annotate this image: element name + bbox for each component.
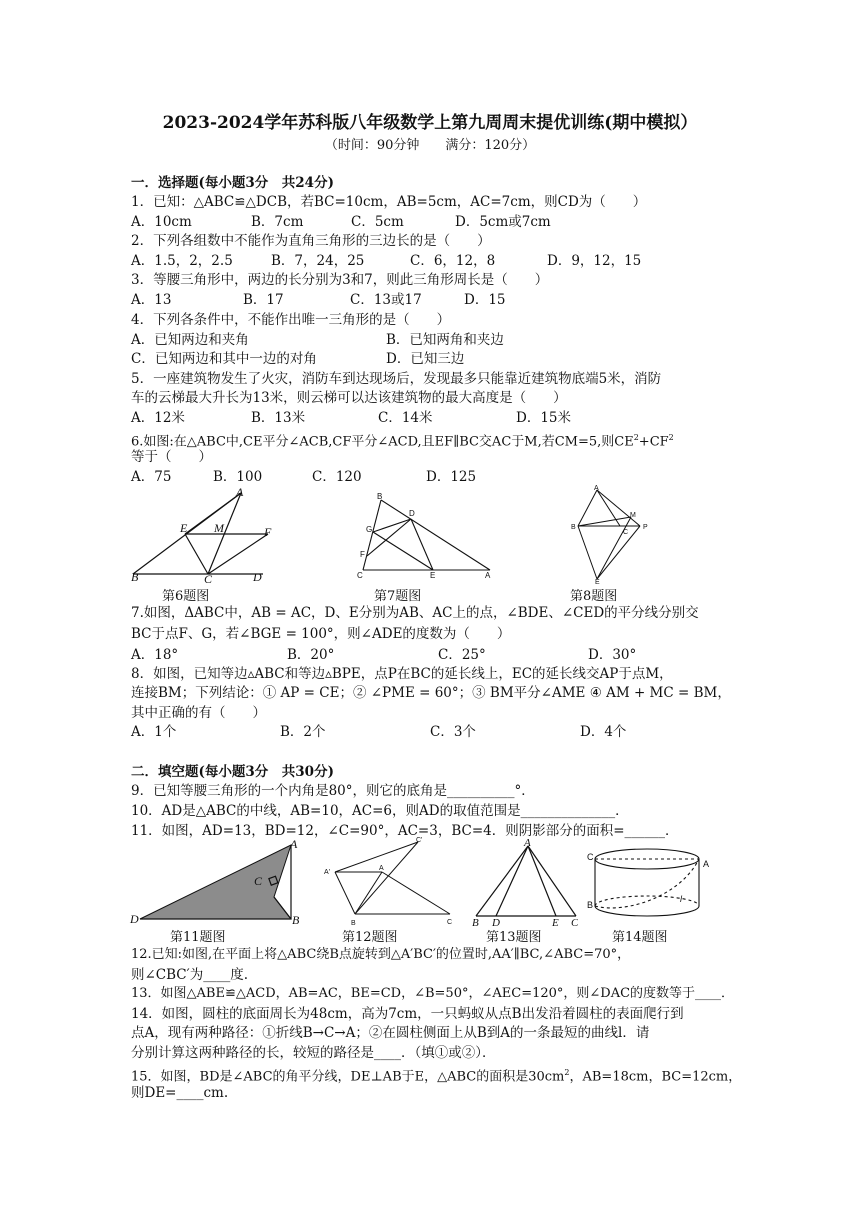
fig12-label-b: B <box>351 920 356 927</box>
fig8-label-c: C <box>623 529 629 536</box>
fig8-label-m: M <box>630 512 636 519</box>
q6-option-a: A．75 <box>131 469 172 485</box>
q4-option-a: A．已知两边和夹角 <box>131 332 249 348</box>
q1-option-d: D．5cm或7cm <box>455 214 551 230</box>
fig12-label-a-prime: A' <box>324 869 331 876</box>
fig7-label-f: F <box>360 550 365 559</box>
fig6-label-c: C <box>204 572 213 584</box>
fig6-label-m: M <box>214 521 224 535</box>
figure-12-diagram <box>320 834 460 929</box>
q5-option-c: C．14米 <box>378 410 433 426</box>
q2-option-d: D．9，12，15 <box>547 253 642 269</box>
fig6-label-f: F <box>264 525 272 539</box>
q14-line1: 14．如图，圆柱的底面周长为48cm，高为7cm，一只蚂蚁从点B出发沿着圆柱的表面爬行到 <box>131 1006 684 1022</box>
q3-option-a: A．13 <box>131 292 172 308</box>
fig13-label-e: E <box>552 917 559 928</box>
fig14-label-a: A <box>703 859 710 869</box>
fig14-label-b: B <box>587 900 594 910</box>
fig7-label-g: G <box>366 525 373 534</box>
q11-text: 11．如图，AD=13，BD=12，∠C=90°，AC=3，BC=4．则阴影部分的面积=______． <box>131 823 679 839</box>
q8-option-c: C．3个 <box>430 724 476 740</box>
q4-option-c: C．已知两边和其中一边的对角 <box>131 351 317 367</box>
fig7-label-c: C <box>357 571 363 580</box>
fig12-label-c-prime: C' <box>416 837 423 844</box>
q15-superscript: 2 <box>564 1068 570 1077</box>
q1-stem: 1．已知：△ABC≌△DCB，若BC=10cm，AB=5cm，AC=7cm，则CD为（ ） <box>131 194 647 210</box>
q4-option-b: B．已知两角和夹边 <box>386 332 504 348</box>
q15-line1 <box>131 1064 741 1086</box>
fig7-label-e: E <box>430 571 436 580</box>
q7-option-d: D．30° <box>588 647 637 663</box>
q15-line1-tail: ，AB=18cm，BC=12cm， <box>569 1069 742 1085</box>
q15-line2: 则DE=____cm. <box>131 1085 229 1101</box>
fig7-label-b: B <box>377 492 383 501</box>
q3-option-c: C．13或17 <box>350 292 422 308</box>
q14-line2: 点A，现有两种路径：①折线B→C→A；②在圆柱侧面上从B到A的一条最短的曲线l．请 <box>131 1025 650 1041</box>
q5-stem-line1: 5．一座建筑物发生了火灾，消防车到达现场后，发现最多只能靠近建筑物底端5米，消防 <box>131 371 662 387</box>
q2-option-a: A．1.5，2，2.5 <box>131 253 233 269</box>
fig8-label-p: P <box>643 524 648 531</box>
figure-14-diagram <box>585 842 715 930</box>
fig6-label-b: B <box>131 570 139 584</box>
fig14-label-c: C <box>587 852 594 862</box>
q12-line1: 12.已知:如图,在平面上将△ABC绕B点旋转到△A′BC′的位置时,AA′∥BC,∠ABC=70°， <box>131 947 631 962</box>
figure-8-diagram <box>565 484 660 584</box>
q1-option-c: C．5cm <box>351 214 404 230</box>
q12-line2: 则∠CBC′为____度. <box>131 967 248 983</box>
q8-stem-line3: 其中正确的有（ ） <box>131 705 266 721</box>
fig13-label-b: B <box>472 917 479 928</box>
fig8-label-b: B <box>571 524 576 531</box>
fig11-label-c: C <box>254 874 263 888</box>
fig11-label-b: B <box>292 913 300 927</box>
q6-option-c: C．120 <box>312 469 362 485</box>
q6-stem-text: 6.如图:在△ABC中,CE平分∠ACB,CF平分∠ACD,且EF∥BC交AC于M,若CM=5,则CE <box>131 434 634 450</box>
fig13-label-c: C <box>571 917 578 928</box>
fig6-label-d: D <box>253 570 262 584</box>
q7-option-a: A．18° <box>131 647 179 663</box>
q2-option-c: C．6，12，8 <box>410 253 496 269</box>
q5-option-d: D．15米 <box>516 410 572 426</box>
q2-stem: 2．下列各组数中不能作为直角三角形的三边长的是（ ） <box>131 233 491 249</box>
figure-11-diagram <box>128 838 300 928</box>
fig11-label-d: D <box>130 912 139 926</box>
figure-13-diagram <box>466 836 578 928</box>
figure-13-caption: 第13题图 <box>486 930 542 945</box>
q8-stem-line2: 连接BM；下列结论：① AP = CE；② ∠PME = 60°；③ BM平分∠AME ④ AM + MC = BM， <box>131 685 731 701</box>
q7-option-b: B．20° <box>287 647 335 663</box>
fig14-label-l: l <box>680 894 682 904</box>
section-heading-fill: 二．填空题(每小题3分 共30分) <box>131 764 334 780</box>
figure-14-caption: 第14题图 <box>612 930 668 945</box>
fig11-label-a: A <box>290 838 298 851</box>
q1-option-a: A．10cm <box>131 214 192 230</box>
q3-option-d: D．15 <box>464 292 506 308</box>
figure-6-diagram <box>128 486 278 584</box>
section-heading-choice: 一．选择题(每小题3分 共24分) <box>131 175 334 191</box>
figure-7-diagram <box>355 490 500 580</box>
page-subtitle: （时间：90分钟 满分：120分） <box>324 138 536 153</box>
figure-12-caption: 第12题图 <box>342 930 398 945</box>
q3-option-b: B．17 <box>243 292 284 308</box>
q7-stem-line2: BC于点F、G，若∠BGE = 100°，则∠ADE的度数为（ ） <box>131 626 511 642</box>
q3-stem: 3．等腰三角形中，两边的长分别为3和7，则此三角形周长是（ ） <box>131 272 549 288</box>
q5-option-a: A．12米 <box>131 410 185 426</box>
q13-text: 13．如图△ABE≌△ACD，AB=AC，BE=CD，∠B=50°，∠AEC=120°，则∠DAC的度数等于____． <box>131 986 735 1001</box>
fig12-label-c: C <box>447 919 453 926</box>
fig6-label-a: A <box>236 486 244 499</box>
q8-stem-line1: 8．如图，已知等边▵ABC和等边▵BPE，点P在BC的延长线上，EC的延长线交AP于点M， <box>131 666 673 682</box>
page-title: 2023-2024学年苏科版八年级数学上第九周周末提优训练(期中模拟） <box>162 113 698 133</box>
fig7-label-a: A <box>485 571 491 580</box>
fig8-label-a: A <box>594 485 599 492</box>
fig12-label-a: A <box>379 865 384 872</box>
q8-option-a: A．1个 <box>131 724 177 740</box>
q1-option-b: B．7cm <box>251 214 304 230</box>
fig7-label-d: D <box>409 509 415 518</box>
q8-option-d: D．4个 <box>580 724 627 740</box>
q2-option-b: B．7，24，25 <box>271 253 365 269</box>
q8-option-b: B．2个 <box>280 724 326 740</box>
q6-option-d: D．125 <box>426 469 477 485</box>
q6-stem-tail: +CF <box>638 434 669 450</box>
q15-line1-text: 15．如图，BD是∠ABC的角平分线，DE⊥AB于E，△ABC的面积是30cm <box>131 1069 565 1085</box>
q7-option-c: C．25° <box>438 647 486 663</box>
q5-option-b: B．13米 <box>251 410 306 426</box>
fig13-label-a: A <box>524 837 531 849</box>
q6-stem-line1 <box>131 429 674 451</box>
fig13-label-d: D <box>492 917 500 928</box>
q6-stem-line2: 等于（ ） <box>131 449 212 465</box>
figure-8-caption: 第8题图 <box>570 589 618 604</box>
q10-text: 10．AD是△ABC的中线，AB=10，AC=6，则AD的取值范围是______________． <box>131 803 629 819</box>
q7-stem-line1: 7.如图，ΔABC中，AB = AC，D、E分别为AB、AC上的点，∠BDE、∠CED的平分线分别交 <box>131 605 699 621</box>
q5-stem-line2: 车的云梯最大升长为13米，则云梯可以达该建筑物的最大高度是（ ） <box>131 390 567 406</box>
q4-stem: 4．下列各条件中，不能作出唯一三角形的是（ ） <box>131 312 451 328</box>
q6-option-b: B．100 <box>213 469 263 485</box>
q14-line3: 分别计算这两种路径的长，较短的路径是____．（填①或②）． <box>131 1045 496 1061</box>
figure-6-caption: 第6题图 <box>162 589 210 604</box>
figure-7-caption: 第7题图 <box>374 589 422 604</box>
q6-superscript: 2 <box>633 433 639 442</box>
q4-option-d: D．已知三边 <box>386 351 465 367</box>
fig8-label-e: E <box>595 579 600 584</box>
fig6-label-e: E <box>180 521 188 535</box>
figure-11-caption: 第11题图 <box>170 930 226 945</box>
q9-text: 9．已知等腰三角形的一个内角是80°，则它的底角是__________°． <box>131 783 535 799</box>
q6-superscript: 2 <box>668 433 674 442</box>
